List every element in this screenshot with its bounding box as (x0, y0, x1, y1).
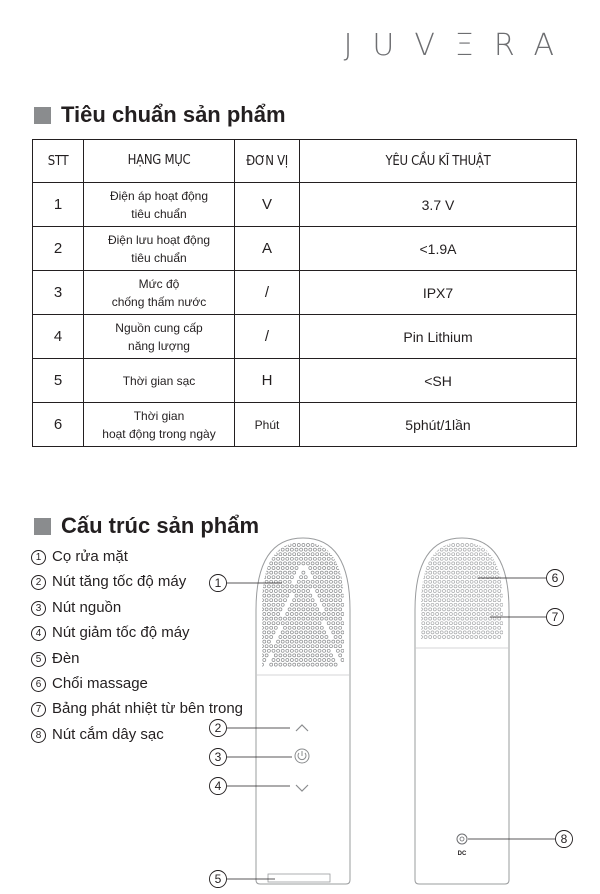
item-line: hoạt động trong ngày (102, 426, 216, 441)
cell-requirement: <SH (300, 359, 577, 403)
header-stt: STT (33, 140, 84, 183)
callout-number: 4 (214, 779, 222, 793)
item-line: Điện áp hoạt động (109, 188, 209, 203)
bristle-dot (426, 548, 429, 551)
legend-label: Nút nguồn (52, 598, 122, 616)
cell-stt: 3 (33, 271, 84, 315)
legend-number: 2 (31, 575, 46, 590)
bristle-dot (261, 553, 264, 556)
legend-number: 6 (31, 677, 46, 692)
bristle-dot (420, 544, 423, 547)
cell-unit: / (235, 315, 300, 359)
legend-label: Nút giảm tốc độ máy (52, 624, 190, 642)
bristle-dot (495, 548, 498, 551)
bristle-dot (265, 544, 268, 547)
bristle-dot (261, 544, 264, 547)
bristle-dot (341, 548, 344, 551)
item-line: chống thấm nước (111, 294, 207, 309)
item-line: Thời gian sạc (122, 373, 196, 388)
cell-unit: / (235, 271, 300, 315)
legend-label: Cọ rửa mặt (52, 548, 128, 565)
structure-title-text: Cấu trúc sản phẩm (61, 513, 260, 538)
cell-stt: 5 (33, 359, 84, 403)
bristle-dot (270, 544, 273, 547)
cell-unit: Phút (235, 403, 300, 447)
bristle-dot (500, 548, 503, 551)
spec-title-text: Tiêu chuẩn sản phẩm (61, 102, 286, 127)
bristle-dot (341, 557, 344, 560)
callout-number: 6 (551, 571, 559, 585)
cell-requirement: <1.9A (300, 227, 577, 271)
item-line: Điện lưu hoạt động (107, 232, 211, 247)
legend-number: 5 (31, 652, 46, 667)
item-line: tiêu chuẩn (131, 206, 187, 221)
bristle-dot (267, 548, 270, 551)
callout-number: 5 (214, 872, 222, 886)
bristle-dot (339, 544, 342, 547)
header-item: HẠNG MỤC (84, 140, 235, 183)
legend-label: Nút cắm dây sạc (52, 725, 164, 743)
legend-number: 8 (31, 728, 46, 743)
legend-number: 4 (31, 626, 46, 641)
header-unit: ĐƠN VỊ (235, 140, 300, 183)
cell-requirement: IPX7 (300, 271, 577, 315)
callout-number: 8 (560, 832, 568, 846)
item-line: Thời gian (133, 408, 185, 423)
bristle-dot (498, 544, 501, 547)
cell-unit: A (235, 227, 300, 271)
cell-stt: 6 (33, 403, 84, 447)
bristle-dot (420, 553, 423, 556)
callout-number: 3 (214, 750, 222, 764)
legend-label: Nút tăng tốc độ máy (52, 573, 187, 591)
cell-stt: 4 (33, 315, 84, 359)
item-line: tiêu chuẩn (131, 250, 187, 265)
item-line: Nguồn cung cấp (115, 320, 203, 335)
cell-unit: H (235, 359, 300, 403)
bristle-dot (336, 548, 339, 551)
cell-unit: V (235, 183, 300, 227)
cell-requirement: 3.7 V (300, 183, 577, 227)
bristle-dot (424, 544, 427, 547)
cell-requirement: Pin Lithium (300, 315, 577, 359)
callout-number: 1 (214, 576, 222, 590)
item-line: Mức độ (138, 276, 180, 291)
cell-stt: 2 (33, 227, 84, 271)
brand-logo: JUVΞRA (343, 28, 574, 63)
bristle-dot (429, 544, 432, 547)
item-line: năng lượng (128, 338, 190, 353)
header-requirement: YÊU CẦU KĨ THUẬT (300, 140, 577, 183)
bristle-dot (334, 544, 337, 547)
dc-label: DC (457, 851, 467, 857)
cell-stt: 1 (33, 183, 84, 227)
bristle-dot (339, 553, 342, 556)
legend-number: 7 (31, 702, 46, 717)
bristle-dot (500, 557, 503, 560)
bristle-dot (498, 553, 501, 556)
legend-label: Chổi massage (52, 674, 148, 692)
legend-number: 1 (31, 550, 46, 565)
legend-label: Đèn (52, 649, 80, 667)
legend-number: 3 (31, 601, 46, 616)
callout-number: 2 (214, 721, 222, 735)
bristle-dot (263, 548, 266, 551)
callout-number: 7 (551, 610, 559, 624)
bristle-dot (422, 548, 425, 551)
legend-label: Bảng phát nhiệt từ bên trong (52, 700, 244, 718)
bristle-dot (493, 544, 496, 547)
cell-requirement: 5phút/1lần (300, 403, 577, 447)
